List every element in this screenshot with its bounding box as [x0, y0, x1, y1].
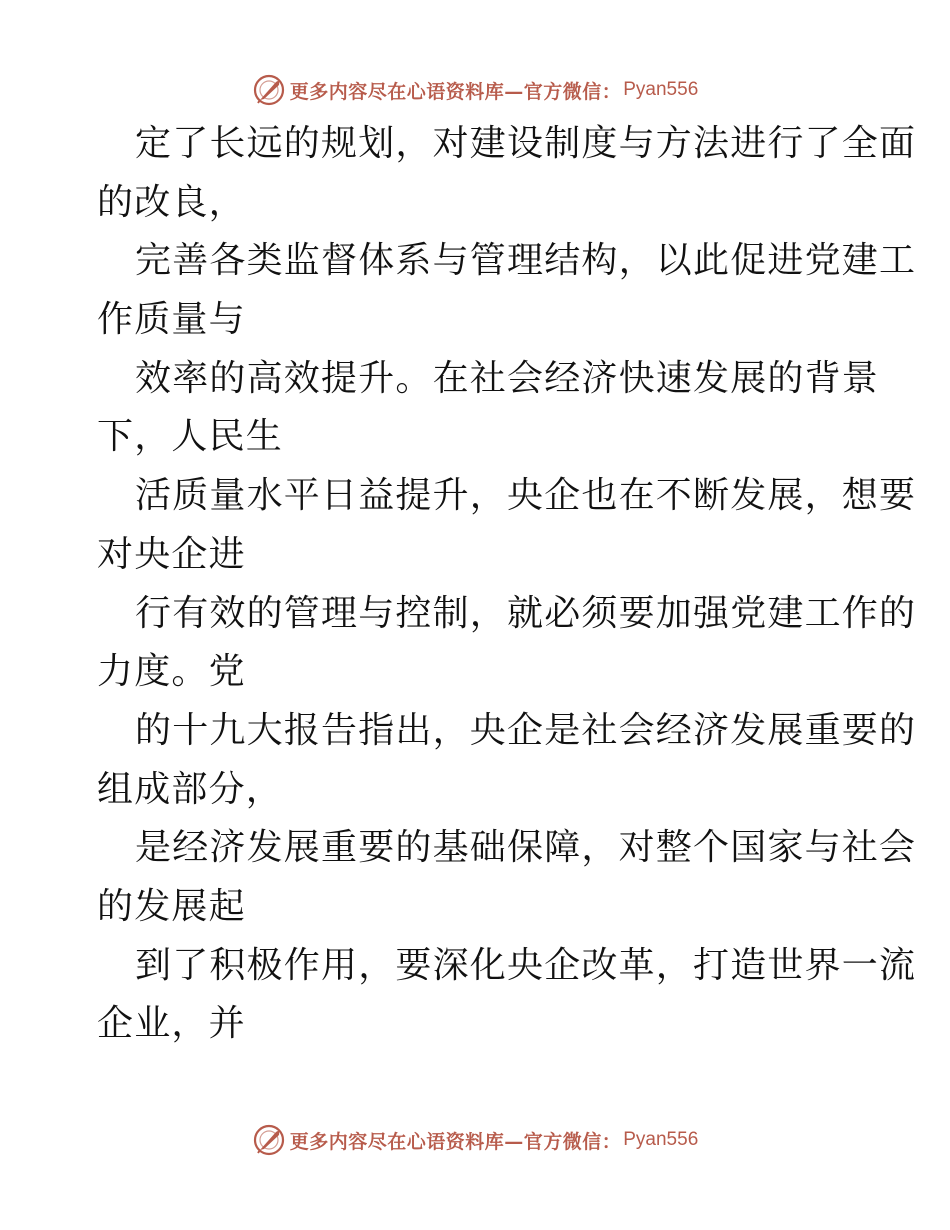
text-line: 行有效的管理与控制，就必须要加强党建工作的	[135, 592, 917, 634]
text-line: 力度。党	[97, 651, 246, 693]
text-line: 企业，并	[97, 1003, 246, 1045]
text-line: 作质量与	[97, 299, 246, 341]
text-line: 是经济发展重要的基础保障，对整个国家与社会	[135, 827, 917, 869]
text-line: 完善各类监督体系与管理结构，以此促进党建工	[135, 240, 917, 282]
text-line: 定了长远的规划，对建设制度与方法进行了全面	[135, 123, 917, 164]
quill-pen-logo-icon	[252, 73, 286, 107]
footer-watermark	[0, 1120, 950, 1160]
text-line: 的改良，	[97, 181, 246, 223]
header-watermark	[0, 70, 950, 110]
text-line: 到了积极作用，要深化央企改革，打造世界一流	[135, 944, 917, 986]
watermark-wechat-id: Pyan556	[623, 79, 699, 100]
text-line: 的发展起	[97, 885, 246, 927]
text-line: 下，人民生	[97, 416, 284, 458]
text-line: 的十九大报告指出，央企是社会经济发展重要的	[135, 709, 917, 751]
text-line: 活质量水平日益提升，央企也在不断发展，想要	[135, 475, 917, 517]
watermark-wechat-id: Pyan556	[623, 1129, 699, 1150]
text-line: 对央企进	[97, 533, 246, 575]
watermark-text: 更多内容尽在心语资料库—官方微信：	[289, 1130, 622, 1153]
document-body	[97, 115, 917, 1054]
watermark-text: 更多内容尽在心语资料库—官方微信：	[289, 80, 622, 103]
text-line: 组成部分，	[97, 768, 284, 810]
quill-pen-logo-icon	[252, 1123, 286, 1157]
text-line: 效率的高效提升。在社会经济快速发展的背景	[135, 357, 880, 399]
